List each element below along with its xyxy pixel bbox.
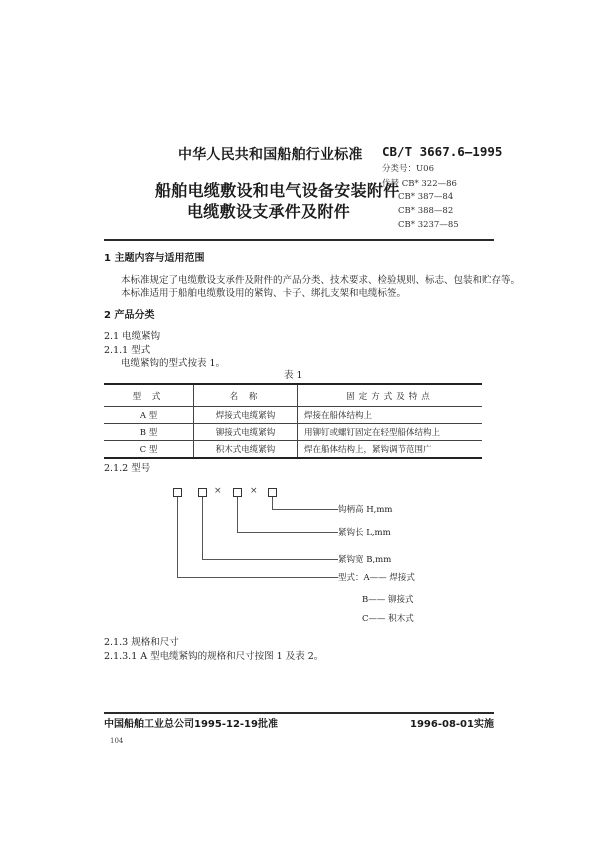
- header-rule: [104, 239, 494, 241]
- width-leader-vertical: [202, 497, 203, 559]
- table-cell-mounting: 焊在船体结构上，紧钩调节范围广: [298, 441, 483, 459]
- table-row: [104, 441, 482, 459]
- times-symbol: ×: [214, 486, 222, 496]
- section-2-1-heading: 2.1 电缆紧钩: [104, 331, 161, 342]
- height-leader-vertical: [272, 497, 273, 509]
- replaces-line-3: CB* 388—82: [398, 206, 454, 216]
- page-number: 104: [110, 737, 124, 745]
- section-1-paragraph-2: 本标准适用于船舶电缆敷设用的紧钩、卡子、绑扎支架和电缆标签。: [121, 288, 407, 299]
- times-symbol: ×: [250, 486, 258, 496]
- footer-rule: [104, 712, 494, 714]
- issuing-authority: 中华人民共和国船舶行业标准: [178, 147, 363, 163]
- replaces-line-4: CB* 3237—85: [398, 220, 459, 230]
- table-cell-name: 焊接式电缆紧钩: [194, 407, 298, 424]
- table-header-row: [104, 384, 482, 407]
- table-cell-type: B 型: [104, 424, 194, 441]
- type-placeholder-box: [173, 488, 182, 497]
- section-2-1-2-heading: 2.1.2 型号: [104, 463, 151, 474]
- table-1: [104, 383, 482, 459]
- type-a-label: 型式：A—— 焊接式: [338, 573, 415, 583]
- section-1-paragraph-1: 本标准规定了电缆敷设支承件及附件的产品分类、技术要求、检验规则、标志、包装和贮存等。: [121, 275, 521, 286]
- approval-date: 中国船舶工业总公司1995-12-19批准: [104, 719, 278, 730]
- type-b-label: B—— 铆接式: [362, 595, 414, 605]
- section-2-1-1-text: 电缆紧钩的型式按表 1。: [121, 358, 226, 369]
- table-row: [104, 424, 482, 441]
- table-header-mounting: 固定方式及特点: [298, 384, 483, 407]
- section-2-1-3-heading: 2.1.3 规格和尺寸: [104, 637, 179, 648]
- section-2-1-3-1-text: 2.1.3.1 A 型电缆紧钩的规格和尺寸按图 1 及表 2。: [104, 651, 324, 662]
- table-cell-mounting: 用铆钉或螺钉固定在轻型船体结构上: [298, 424, 483, 441]
- height-placeholder-box: [268, 488, 277, 497]
- replaces-line-1: 代替 CB* 322—86: [382, 179, 457, 189]
- length-leader-vertical: [237, 497, 238, 532]
- standard-code: CB/T 3667.6—1995: [382, 144, 503, 159]
- length-leader-horizontal: [237, 532, 338, 533]
- section-2-1-1-heading: 2.1.1 型式: [104, 345, 151, 356]
- document-title-line-2: 电缆敷设支承件及附件: [187, 202, 351, 221]
- table-row: [104, 407, 482, 424]
- table-cell-name: 积木式电缆紧钩: [194, 441, 298, 459]
- table-cell-name: 铆接式电缆紧钩: [194, 424, 298, 441]
- classification-number: 分类号：U06: [382, 164, 434, 174]
- table-header-name: 名 称: [194, 384, 298, 407]
- type-leader-horizontal: [177, 577, 338, 578]
- width-label: 紧钩宽 B,mm: [338, 555, 392, 565]
- table-cell-mounting: 焊接在船体结构上: [298, 407, 483, 424]
- table-header-type: 型 式: [104, 384, 194, 407]
- section-1-heading: 1 主题内容与适用范围: [104, 253, 205, 264]
- section-2-heading: 2 产品分类: [104, 310, 155, 321]
- width-placeholder-box: [198, 488, 207, 497]
- table-cell-type: A 型: [104, 407, 194, 424]
- table-cell-type: C 型: [104, 441, 194, 459]
- length-placeholder-box: [233, 488, 242, 497]
- table-1-caption: 表 1: [284, 370, 303, 381]
- document-title-line-1: 船舶电缆敷设和电气设备安装附件: [155, 181, 400, 200]
- replaces-line-2: CB* 387—84: [398, 192, 454, 202]
- type-leader-vertical: [177, 497, 178, 577]
- effective-date: 1996-08-01实施: [410, 719, 494, 730]
- height-label: 钩柄高 H,mm: [338, 505, 393, 515]
- height-leader-horizontal: [272, 509, 338, 510]
- length-label: 紧钩长 L,mm: [338, 528, 391, 538]
- type-c-label: C—— 积木式: [362, 614, 414, 624]
- width-leader-horizontal: [202, 559, 338, 560]
